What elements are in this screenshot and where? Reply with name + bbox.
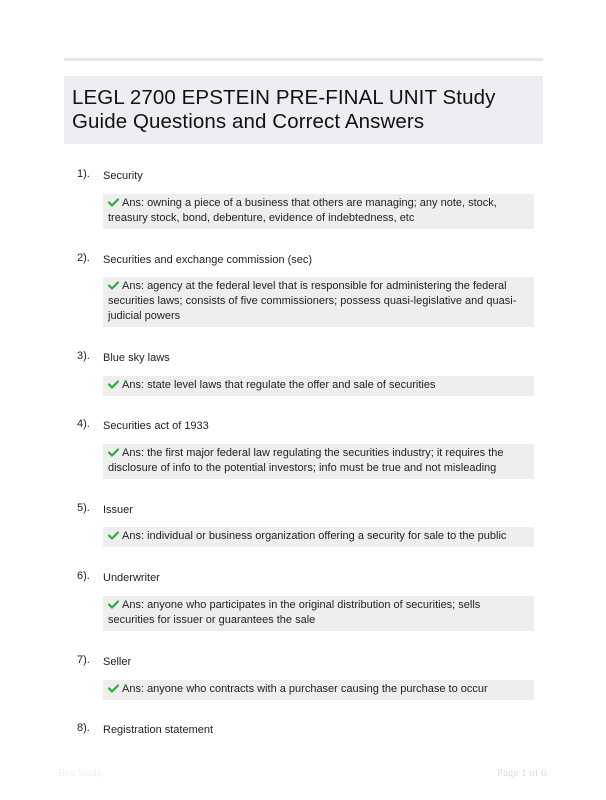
question-text: Seller (103, 656, 132, 668)
answer-box (103, 680, 534, 700)
check-icon (108, 531, 119, 540)
check-icon (108, 684, 119, 693)
question-text: Issuer (103, 504, 133, 516)
question-number: 1). (77, 168, 90, 180)
check-icon (108, 281, 119, 290)
question-text: Registration statement (103, 724, 214, 736)
answer-box (103, 376, 534, 396)
answer-text: Ans: state level laws that regulate the offer and sale of securities (122, 379, 436, 391)
answer-box (103, 527, 534, 547)
answer-text: Ans: anyone who contracts with a purchaser causing the purchase to occur (122, 683, 488, 695)
question-number: 4). (77, 418, 90, 430)
answer-box (103, 194, 534, 229)
answer-box (103, 277, 534, 327)
answer-box (103, 444, 534, 479)
question-number: 2). (77, 252, 90, 264)
question-number: 8). (77, 722, 90, 734)
answer-box (103, 596, 534, 631)
answer-text: Ans: individual or business organization offering a security for sale to the public (122, 530, 507, 542)
answer-text: Ans: anyone who participates in the original distribution of securities; sells securities for issuer or guarantees the sale (108, 599, 481, 626)
question-number: 3). (77, 350, 90, 362)
question-number: 5). (77, 502, 90, 514)
question-text: Underwriter (103, 572, 160, 584)
check-icon (108, 448, 119, 457)
question-text: Security (103, 170, 143, 182)
page-number: Page 1 of 6 (497, 767, 547, 779)
question-text: Securities and exchange commission (sec) (103, 254, 313, 266)
question-number: 6). (77, 570, 90, 582)
question-text: Blue sky laws (103, 352, 170, 364)
answer-text: Ans: the first major federal law regulating the securities industry; it requires the disclosure of info to the potential investors; info must be true and not misleading (108, 447, 504, 474)
check-icon (108, 600, 119, 609)
check-icon (108, 380, 119, 389)
question-number: 7). (77, 654, 90, 666)
page-title: LEGL 2700 EPSTEIN PRE-FINAL UNIT Study Guide Questions and Correct Answers (72, 86, 496, 133)
answer-text: Ans: agency at the federal level that is responsible for administering the federal securities laws; consists of five commissioners; possess quasi-legislative and quasi-judicial powers (108, 280, 517, 322)
check-icon (108, 198, 119, 207)
question-text: Securities act of 1933 (103, 420, 209, 432)
footer-watermark: Best Study (58, 768, 102, 779)
title-box (64, 76, 543, 144)
answer-text: Ans: owning a piece of a business that others are managing; any note, stock, treasury stock, bond, debenture, evidence of indebtedness, etc (108, 197, 497, 224)
top-divider (64, 58, 543, 61)
